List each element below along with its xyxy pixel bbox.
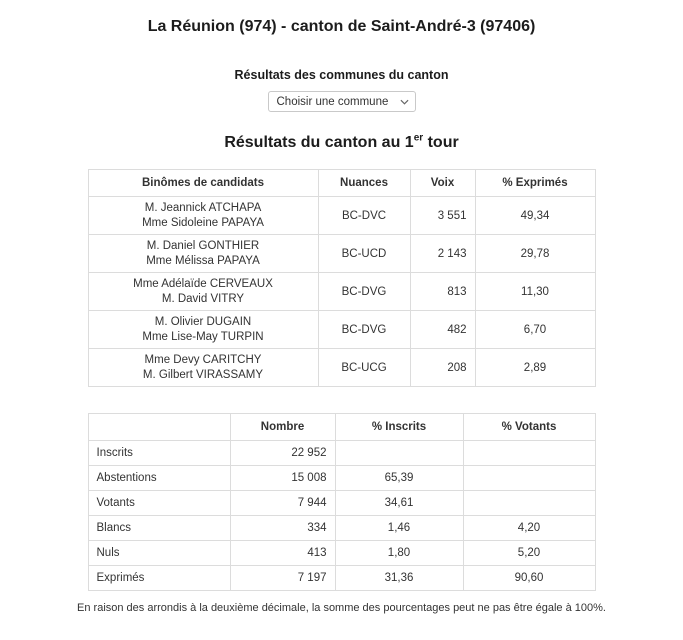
candidate-names-cell — [88, 311, 318, 349]
pct-exprimes-cell: 29,78 — [475, 235, 595, 273]
candidate-1: Mme Adélaïde CERVEAUX — [133, 277, 273, 290]
candidate-names-cell — [88, 273, 318, 311]
participation-row — [88, 491, 595, 516]
commune-select-row — [0, 91, 683, 112]
candidate-names-cell — [88, 197, 318, 235]
header-empty — [88, 414, 230, 441]
candidate-1: Mme Devy CARITCHY — [144, 353, 262, 366]
nombre-cell: 22 952 — [230, 441, 335, 466]
pct-exprimes-cell: 49,34 — [475, 197, 595, 235]
participation-label-cell: Blancs — [88, 516, 230, 541]
pct-inscrits-cell: 34,61 — [335, 491, 463, 516]
voix-cell: 2 143 — [410, 235, 475, 273]
canton-heading-prefix: Résultats du canton au 1 — [224, 134, 414, 151]
nuance-cell: BC-DVC — [318, 197, 410, 235]
header-pct-votants: % Votants — [463, 414, 595, 441]
communes-heading: Résultats des communes du canton — [234, 68, 449, 82]
commune-select-wrap — [268, 91, 416, 112]
canton-heading-suffix: tour — [423, 134, 459, 151]
nombre-cell: 7 197 — [230, 566, 335, 591]
candidates-results-table — [88, 169, 596, 387]
candidate-2: Mme Sidoleine PAPAYA — [142, 216, 264, 229]
pct-inscrits-cell: 1,80 — [335, 541, 463, 566]
pct-exprimes-cell: 11,30 — [475, 273, 595, 311]
pct-inscrits-cell: 1,46 — [335, 516, 463, 541]
participation-row — [88, 516, 595, 541]
voix-cell: 3 551 — [410, 197, 475, 235]
nombre-cell: 413 — [230, 541, 335, 566]
candidate-2: Mme Mélissa PAPAYA — [146, 254, 260, 267]
candidate-names-cell — [88, 349, 318, 387]
header-candidates: Binômes de candidats — [88, 170, 318, 197]
results-page — [0, 18, 683, 640]
participation-row — [88, 541, 595, 566]
pct-votants-cell — [463, 466, 595, 491]
pct-exprimes-cell: 2,89 — [475, 349, 595, 387]
candidate-1: M. Olivier DUGAIN — [154, 315, 252, 328]
participation-label-cell: Votants — [88, 491, 230, 516]
canton-results-heading — [0, 134, 683, 152]
candidates-row — [88, 197, 595, 235]
participation-label-cell: Nuls — [88, 541, 230, 566]
header-pct-exprimes: % Exprimés — [475, 170, 595, 197]
candidate-2: Mme Lise-May TURPIN — [142, 330, 264, 343]
candidate-1: M. Daniel GONTHIER — [146, 239, 260, 252]
commune-select[interactable] — [268, 91, 416, 112]
participation-row — [88, 441, 595, 466]
pct-inscrits-cell — [335, 441, 463, 466]
participation-label-cell: Inscrits — [88, 441, 230, 466]
nombre-cell: 334 — [230, 516, 335, 541]
participation-table — [88, 413, 596, 591]
pct-votants-cell: 5,20 — [463, 541, 595, 566]
nuance-cell: BC-DVG — [318, 273, 410, 311]
header-nombre: Nombre — [230, 414, 335, 441]
nuance-cell: BC-UCD — [318, 235, 410, 273]
candidate-names-cell — [88, 235, 318, 273]
results-header-row — [88, 170, 595, 197]
participation-header-row — [88, 414, 595, 441]
header-nuances: Nuances — [318, 170, 410, 197]
nombre-cell: 7 944 — [230, 491, 335, 516]
candidates-row — [88, 311, 595, 349]
candidates-row — [88, 235, 595, 273]
rounding-footnote: En raison des arrondis à la deuxième décimale, la somme des pourcentages peut ne pas être égale à 100%. — [77, 602, 606, 614]
pct-inscrits-cell: 65,39 — [335, 466, 463, 491]
voix-cell: 813 — [410, 273, 475, 311]
candidate-1: M. Jeannick ATCHAPA — [144, 201, 262, 214]
pct-inscrits-cell: 31,36 — [335, 566, 463, 591]
participation-label-cell: Exprimés — [88, 566, 230, 591]
nombre-cell: 15 008 — [230, 466, 335, 491]
page-title: La Réunion (974) - canton de Saint-André-3 (97406) — [147, 18, 536, 35]
candidate-2: M. David VITRY — [161, 292, 245, 305]
pct-votants-cell: 90,60 — [463, 566, 595, 591]
participation-label-cell: Abstentions — [88, 466, 230, 491]
pct-votants-cell — [463, 441, 595, 466]
header-voix: Voix — [410, 170, 475, 197]
voix-cell: 208 — [410, 349, 475, 387]
pct-votants-cell — [463, 491, 595, 516]
pct-exprimes-cell: 6,70 — [475, 311, 595, 349]
header-pct-inscrits: % Inscrits — [335, 414, 463, 441]
participation-row — [88, 566, 595, 591]
candidates-row — [88, 273, 595, 311]
nuance-cell: BC-UCG — [318, 349, 410, 387]
candidates-row — [88, 349, 595, 387]
nuance-cell: BC-DVG — [318, 311, 410, 349]
candidate-2: M. Gilbert VIRASSAMY — [142, 368, 264, 381]
canton-heading-superscript: er — [413, 132, 424, 144]
participation-row — [88, 466, 595, 491]
pct-votants-cell: 4,20 — [463, 516, 595, 541]
voix-cell: 482 — [410, 311, 475, 349]
